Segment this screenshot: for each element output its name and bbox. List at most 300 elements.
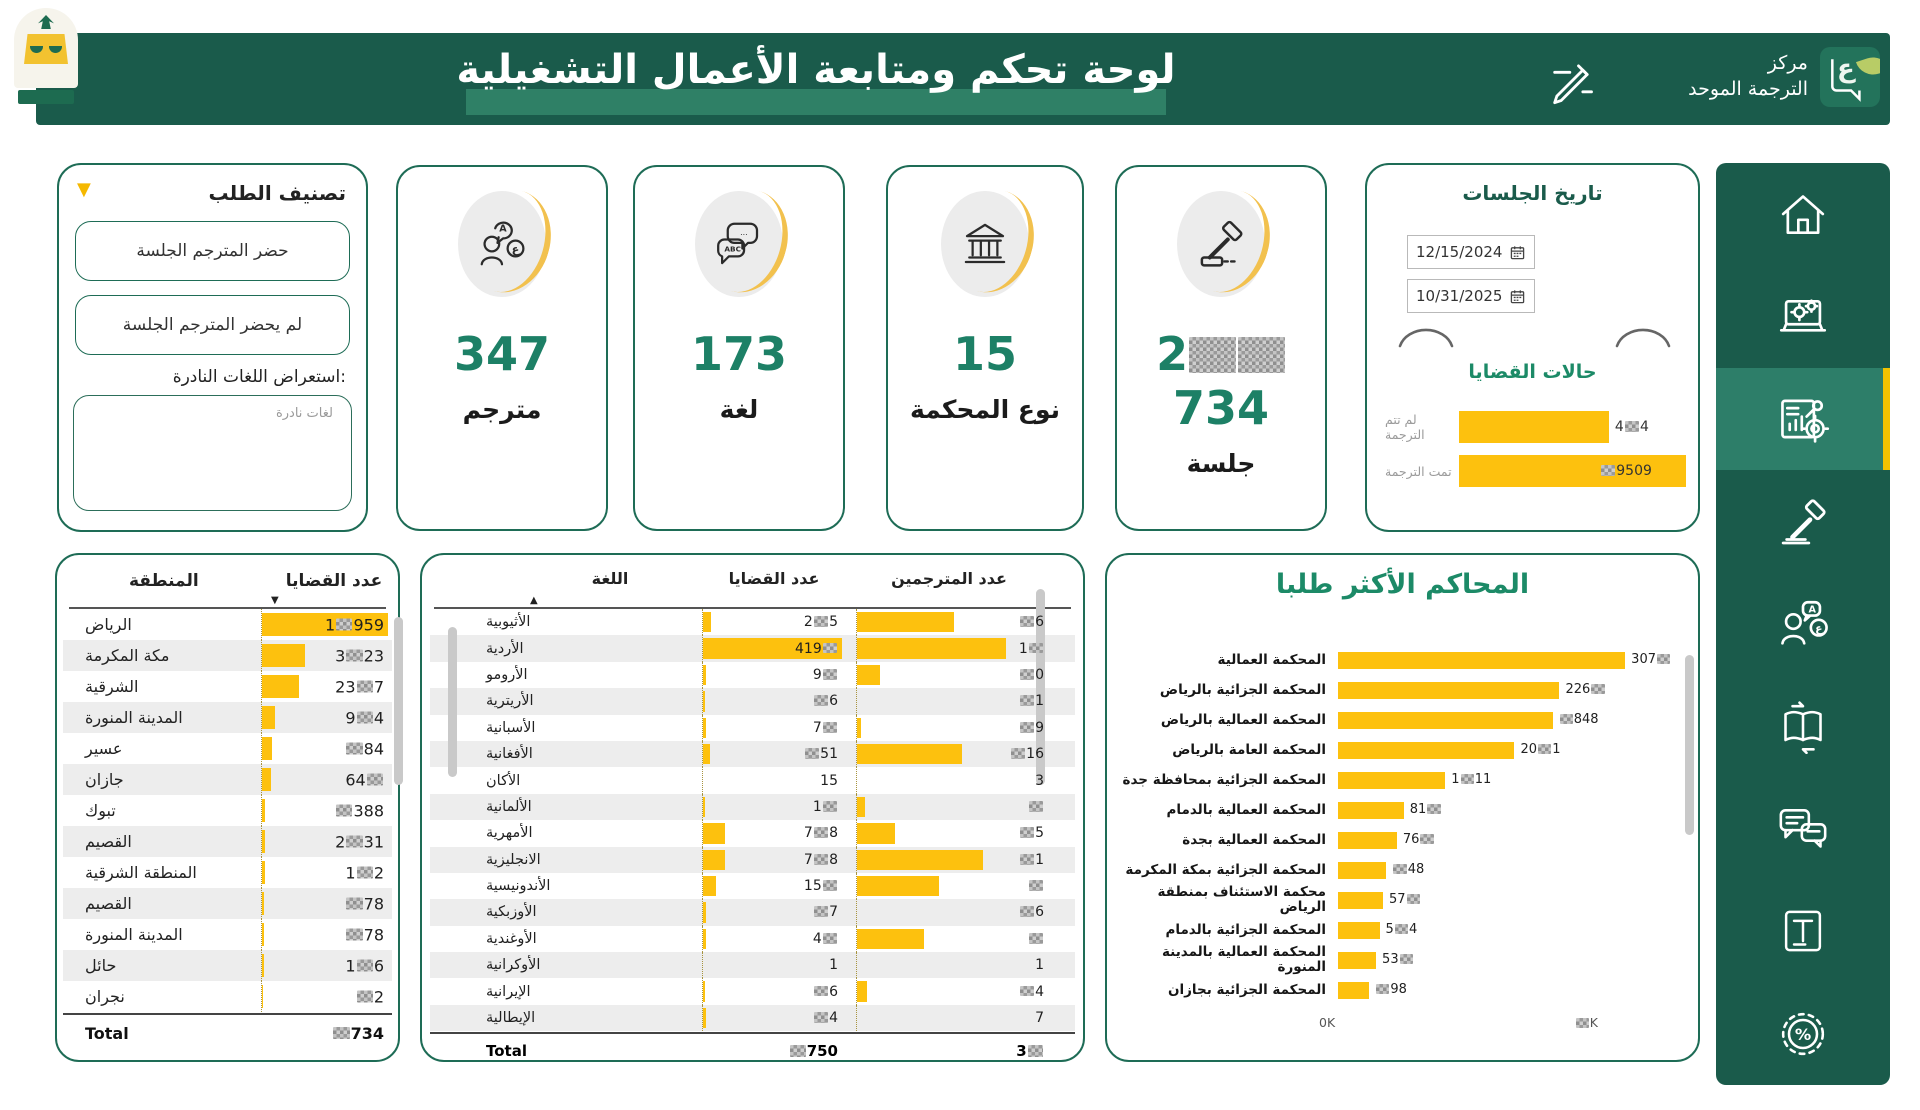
table-row[interactable] (63, 795, 392, 826)
language-name: الأردية (486, 640, 524, 657)
translators-bar (857, 823, 895, 843)
filter-option-button[interactable] (75, 295, 350, 355)
date-to-input[interactable] (1407, 279, 1535, 313)
dictionary-swap-icon (1775, 698, 1831, 754)
table-row[interactable] (63, 671, 392, 702)
table-row[interactable] (63, 981, 392, 1012)
cases-value: 388 (335, 801, 384, 820)
table-row[interactable] (63, 733, 392, 764)
cases-value: 15 (804, 878, 838, 894)
region-name: تبوك (85, 801, 116, 820)
cases-value: 7 8 (803, 825, 838, 842)
cases-value: 2 31 (335, 832, 384, 851)
cases-value: 1 (829, 957, 838, 974)
region-name: القصيم (85, 894, 132, 913)
table-row[interactable] (430, 662, 1075, 688)
court-name: المحكمة الجزائية بالرياض (1159, 681, 1326, 698)
court-row[interactable] (1121, 975, 1684, 1005)
slider-arc[interactable] (1614, 328, 1672, 348)
cases-cell (702, 873, 842, 899)
regions-total-row (63, 1013, 392, 1051)
court-row[interactable] (1121, 915, 1684, 945)
home-icon (1775, 186, 1831, 242)
cases-bar (703, 797, 705, 817)
cases-cell (261, 950, 388, 981)
languages-table-panel (420, 553, 1085, 1062)
column-header-cases[interactable]: عدد القضايا (285, 571, 383, 591)
table-row[interactable] (430, 847, 1075, 873)
translators-value (1028, 878, 1044, 894)
brand-logo (1820, 47, 1880, 107)
cases-bar (703, 823, 725, 843)
cases-value: 419 (795, 641, 838, 657)
translators-cell (856, 952, 1048, 978)
cases-value: 78 (345, 894, 384, 913)
translators-cell (856, 794, 1048, 820)
table-row[interactable] (430, 899, 1075, 925)
table-row[interactable] (430, 635, 1075, 661)
calendar-icon (1510, 289, 1525, 304)
court-name: محكمة الاستئناف بمنطقة الرياض (1157, 884, 1326, 915)
translator-icon (475, 217, 529, 271)
brand-text (1688, 51, 1808, 102)
rare-languages-box[interactable] (73, 395, 352, 511)
court-value: 1 11 (1451, 772, 1492, 788)
cases-value: 7 (813, 904, 838, 920)
filter-option-button[interactable] (75, 221, 350, 281)
translators-bar (857, 981, 867, 1001)
translators-value: 0 (1019, 667, 1044, 683)
session-dates-panel (1365, 163, 1700, 532)
cases-bar (262, 861, 265, 884)
cases-bar (262, 799, 265, 822)
cases-value: 4 (813, 931, 838, 947)
kpi-card-court-types (886, 165, 1084, 531)
translators-value: 3 (1035, 772, 1044, 789)
table-row[interactable] (63, 640, 392, 671)
total-cases: 750 (702, 1042, 842, 1060)
court-bar (1338, 832, 1397, 849)
translators-bar (857, 876, 939, 896)
kpi-icon-wrap (695, 191, 783, 297)
cases-value: 78 (345, 925, 384, 944)
court-value: 98 (1375, 975, 1407, 1005)
kpi-value: 173 (690, 327, 788, 381)
table-row[interactable] (430, 741, 1075, 767)
brand-line1: مركز (1767, 52, 1808, 75)
court-bar-area (1326, 765, 1684, 796)
kpi-card-translators (396, 165, 608, 531)
table-row[interactable] (63, 950, 392, 981)
cases-cell (702, 820, 842, 846)
translators-value: 1 (1019, 693, 1044, 709)
table-row[interactable] (430, 767, 1075, 793)
svg-text:ع: ع (511, 243, 520, 256)
cases-cell (261, 795, 388, 826)
cases-cell (261, 733, 388, 764)
sidebar (1716, 163, 1890, 1085)
cases-value: 15 (820, 772, 838, 789)
top-courts-chart-panel (1105, 553, 1700, 1062)
languages-table-rows (430, 609, 1075, 1031)
court-name: المحكمة الجزائية بالدمام (1165, 921, 1326, 938)
column-header-cases[interactable]: عدد القضايا (728, 569, 820, 588)
court-value: 307 (1631, 645, 1671, 675)
case-state-row[interactable] (1385, 405, 1686, 449)
regions-table-header (69, 555, 386, 609)
cases-value: 64 (345, 770, 384, 789)
sidebar-item-home[interactable] (1716, 163, 1890, 265)
court-building-icon (958, 217, 1012, 271)
region-name: الرياض (85, 615, 132, 634)
case-state-bar (1459, 411, 1609, 443)
table-row[interactable] (430, 926, 1075, 952)
cases-bar (703, 612, 711, 632)
court-name: المحكمة العمالية بالمدينة المنورة (1162, 944, 1326, 975)
cases-value: 6 (813, 984, 838, 1000)
translators-cell (856, 847, 1048, 873)
chevron-down-icon[interactable]: ▼ (77, 179, 91, 200)
translators-value: 1 (1019, 852, 1044, 868)
cases-cell (702, 741, 842, 767)
kpi-icon-wrap (1177, 191, 1265, 297)
court-row[interactable] (1121, 825, 1684, 855)
kpi-value: 15 (952, 327, 1017, 381)
cases-cell (261, 919, 388, 950)
table-row[interactable] (430, 873, 1075, 899)
table-row[interactable] (430, 609, 1075, 635)
court-row[interactable] (1121, 765, 1684, 795)
language-name: الإيرانية (486, 983, 531, 1000)
slider-arc[interactable] (1397, 328, 1455, 348)
court-name: المحكمة العمالية بالرياض (1160, 711, 1326, 728)
kpi-icon-wrap (458, 191, 546, 297)
translators-cell (856, 767, 1048, 793)
cases-value: 2 5 (803, 614, 838, 631)
cases-value: 1 959 (324, 615, 384, 634)
cases-bar (262, 830, 265, 853)
cases-bar (262, 954, 264, 977)
translators-cell (856, 978, 1048, 1004)
court-row[interactable] (1121, 855, 1684, 885)
translators-cell (856, 873, 1048, 899)
translators-value: 4 (1019, 984, 1044, 1000)
court-value: 48 (1392, 855, 1424, 885)
court-name: المحكمة الجزائية بمكة المكرمة (1125, 861, 1326, 878)
cases-value: 6 (813, 693, 838, 709)
translators-cell (856, 688, 1048, 714)
kpi-label: لغة (719, 395, 759, 424)
palm-icon (38, 15, 54, 29)
column-header-language[interactable]: اللغة (591, 569, 629, 588)
cases-bar (703, 902, 706, 922)
court-value: 57 (1389, 885, 1421, 915)
language-name: الانجليزية (486, 851, 541, 868)
case-states-chart (1385, 405, 1686, 493)
sidebar-item-settings[interactable] (1716, 983, 1890, 1085)
total-translators: 3 (856, 1042, 1048, 1060)
language-name: الأوغندية (486, 930, 537, 947)
axis-tick-max: K (1575, 1015, 1598, 1030)
translators-cell (856, 635, 1048, 661)
sidebar-item-translators[interactable] (1716, 573, 1890, 675)
cases-value: 23 7 (335, 677, 384, 696)
vertical-scrollbar[interactable] (1685, 655, 1694, 835)
cases-cell (702, 767, 842, 793)
cases-cell (702, 1005, 842, 1031)
translators-value: 7 (1035, 1010, 1044, 1027)
court-value: 53 (1382, 945, 1414, 975)
case-state-value: 9509 (1600, 455, 1652, 487)
translators-value (1028, 799, 1044, 815)
language-name: الأثيوبية (486, 614, 531, 631)
cases-bar (703, 665, 706, 685)
translators-value: 9 (1019, 720, 1044, 736)
table-row[interactable] (430, 715, 1075, 741)
translators-cell (856, 820, 1048, 846)
filter-options (59, 221, 366, 355)
cases-cell (702, 899, 842, 925)
table-row[interactable] (63, 764, 392, 795)
cases-cell (261, 702, 388, 733)
court-bar (1338, 712, 1553, 729)
brand-letter: ع (1837, 54, 1855, 84)
languages-total-row (430, 1032, 1075, 1068)
court-row[interactable] (1121, 795, 1684, 825)
region-name: الشرقية (85, 677, 139, 696)
court-bar-area (1326, 975, 1684, 1006)
gavel-icon (1194, 217, 1248, 271)
translate-pen-icon[interactable] (1546, 55, 1598, 107)
court-row[interactable] (1121, 735, 1684, 765)
header-bar (36, 33, 1890, 125)
cases-value: 51 (804, 746, 838, 762)
court-name: المحكمة العامة بالرياض (1172, 741, 1326, 758)
court-name: المحكمة العمالية بالدمام (1166, 801, 1326, 818)
court-row[interactable] (1121, 675, 1684, 705)
svg-text:A: A (1808, 604, 1816, 616)
brand (1688, 47, 1880, 107)
table-row[interactable] (430, 794, 1075, 820)
cases-cell (261, 981, 388, 1012)
court-bar-area (1326, 645, 1684, 676)
sort-ascending-icon[interactable]: ▲ (530, 595, 538, 606)
kpi-value: 2734 (1117, 327, 1325, 435)
date-from-input[interactable] (1407, 235, 1535, 269)
language-name: الألمانية (486, 798, 532, 815)
translators-bar (857, 797, 865, 817)
cases-value: 3 23 (335, 646, 384, 665)
case-state-label: لم تتم الترجمة (1385, 412, 1425, 442)
axis-tick-min: 0K (1319, 1015, 1336, 1030)
cases-value: 4 (813, 1010, 838, 1026)
table-row[interactable] (430, 978, 1075, 1004)
language-name: الأرومو (486, 666, 528, 683)
cases-bar (262, 768, 271, 791)
total-label: Total (486, 1042, 527, 1061)
case-state-track (1459, 455, 1686, 488)
column-header-region[interactable]: المنطقة (129, 571, 199, 591)
court-bar-area (1326, 855, 1684, 886)
cases-cell (261, 671, 388, 702)
sidebar-item-hearings[interactable] (1716, 470, 1890, 572)
court-bar (1338, 862, 1386, 879)
total-label: Total (85, 1023, 129, 1043)
case-state-row[interactable] (1385, 449, 1686, 493)
court-row[interactable] (1121, 885, 1684, 915)
court-bar-area (1326, 735, 1684, 766)
table-row[interactable] (430, 952, 1075, 978)
ministry-logo (14, 8, 78, 106)
filter-title: تصنيف الطلب (208, 181, 346, 205)
kpi-card-sessions (1115, 165, 1327, 531)
court-value: 848 (1559, 705, 1599, 735)
sidebar-item-messages[interactable] (1716, 778, 1890, 880)
table-row[interactable] (63, 702, 392, 733)
court-value: 5 4 (1385, 922, 1418, 938)
cases-bar (262, 675, 299, 698)
cases-value: 2 (356, 987, 385, 1006)
cases-value: 9 4 (345, 708, 384, 727)
cases-cell (261, 826, 388, 857)
total-value: 734 (261, 1024, 392, 1043)
court-row[interactable] (1121, 645, 1684, 675)
language-name: الأمهرية (486, 825, 533, 842)
region-name: مكة المكرمة (85, 646, 170, 665)
translators-cell (856, 1005, 1048, 1031)
region-name: عسير (85, 739, 123, 758)
svg-text:ع: ع (1815, 621, 1823, 635)
analytics-dashboard-icon (1774, 390, 1832, 448)
region-name: نجران (85, 987, 125, 1006)
translators-value: 1 (1035, 957, 1044, 974)
court-row[interactable] (1121, 945, 1684, 975)
cases-value: 1 (813, 799, 838, 815)
translators-value: 6 (1019, 614, 1044, 630)
cases-bar (262, 985, 263, 1008)
cases-cell (702, 926, 842, 952)
filter-option-label: لم يحضر المترجم الجلسة (122, 315, 303, 335)
region-name: جازان (85, 770, 124, 789)
court-value: 20 1 (1520, 742, 1561, 758)
chat-messages-icon (1775, 801, 1831, 857)
filter-option-label: حضر المترجم الجلسة (136, 241, 289, 261)
language-name: الأوزبكية (486, 904, 537, 921)
table-row[interactable] (63, 609, 392, 640)
translator-icon (1774, 595, 1832, 653)
case-state-track (1459, 411, 1686, 444)
cases-value: 1 2 (345, 863, 384, 882)
svg-text:...: ... (740, 228, 748, 237)
court-bar (1338, 772, 1445, 789)
translators-cell (856, 899, 1048, 925)
sort-descending-icon[interactable]: ▼ (271, 595, 279, 606)
translators-value: 5 (1019, 825, 1044, 841)
sidebar-item-operations[interactable] (1716, 265, 1890, 367)
cases-bar (262, 892, 264, 915)
languages-table-header (434, 555, 1071, 609)
date-to-value: 10/31/2025 (1416, 287, 1503, 305)
translators-value: 1 (1019, 641, 1044, 657)
translators-bar (857, 665, 880, 685)
translators-cell (856, 741, 1048, 767)
vertical-scrollbar[interactable] (448, 627, 457, 777)
page-title: لوحة تحكم ومتابعة الأعمال التشغيلية (456, 47, 1176, 93)
case-state-label: تمت الترجمة (1385, 463, 1452, 479)
cases-cell (261, 764, 388, 795)
cases-value: 9 (813, 667, 838, 683)
kpi-value: 347 (453, 327, 551, 381)
cases-cell (702, 635, 842, 661)
court-bar-area (1326, 945, 1684, 976)
cases-bar (262, 737, 272, 760)
gavel-icon (1775, 494, 1831, 550)
region-name: حائل (85, 956, 117, 975)
court-name: المحكمة العمالية (1217, 651, 1326, 668)
translators-cell (856, 662, 1048, 688)
table-row[interactable] (63, 919, 392, 950)
region-name: المدينة المنورة (85, 925, 183, 944)
session-dates-title: تاريخ الجلسات (1462, 181, 1603, 205)
table-row[interactable] (430, 1005, 1075, 1031)
sidebar-item-texts[interactable] (1716, 880, 1890, 982)
court-value: 76 (1403, 825, 1435, 855)
regions-table-rows (63, 609, 392, 1012)
translators-bar (857, 850, 983, 870)
cases-bar (703, 744, 710, 764)
svg-text:%: % (1794, 1024, 1812, 1044)
table-row[interactable] (63, 857, 392, 888)
table-row[interactable] (63, 826, 392, 857)
court-bar (1338, 922, 1380, 939)
cases-bar (703, 876, 716, 896)
cases-cell (261, 640, 388, 671)
language-name: الأكان (486, 772, 521, 789)
regions-table-panel (55, 553, 400, 1062)
court-row[interactable] (1121, 705, 1684, 735)
settings-badge-icon (1775, 1006, 1831, 1062)
cases-cell (702, 688, 842, 714)
vertical-scrollbar[interactable] (394, 617, 403, 785)
cases-bar (703, 691, 705, 711)
translators-cell (856, 926, 1048, 952)
text-document-icon (1776, 904, 1830, 958)
court-bar-area (1326, 795, 1684, 826)
translators-bar (857, 638, 1006, 658)
table-row[interactable] (430, 688, 1075, 714)
translators-cell (856, 609, 1048, 635)
court-bar (1338, 892, 1383, 909)
sidebar-item-analytics[interactable] (1716, 368, 1890, 470)
cases-value: 84 (345, 739, 384, 758)
table-row[interactable] (63, 888, 392, 919)
translators-value: 16 (1010, 746, 1044, 762)
cases-value: 7 (813, 720, 838, 736)
cases-bar (262, 644, 305, 667)
translators-bar (857, 718, 861, 738)
table-row[interactable] (430, 820, 1075, 846)
cases-bar (703, 718, 706, 738)
court-bar-area (1326, 915, 1684, 946)
rare-languages-label: استعراض اللغات النادرة: (172, 367, 346, 387)
courts-chart-title: المحاكم الأكثر طلبا (1275, 569, 1530, 600)
court-bar (1338, 682, 1559, 699)
column-header-translators[interactable]: عدد المترجمين (891, 569, 1007, 588)
kpi-label: مترجم (462, 395, 542, 424)
cases-bar (262, 706, 275, 729)
translators-bar (857, 612, 954, 632)
sidebar-item-dictionary[interactable] (1716, 675, 1890, 777)
